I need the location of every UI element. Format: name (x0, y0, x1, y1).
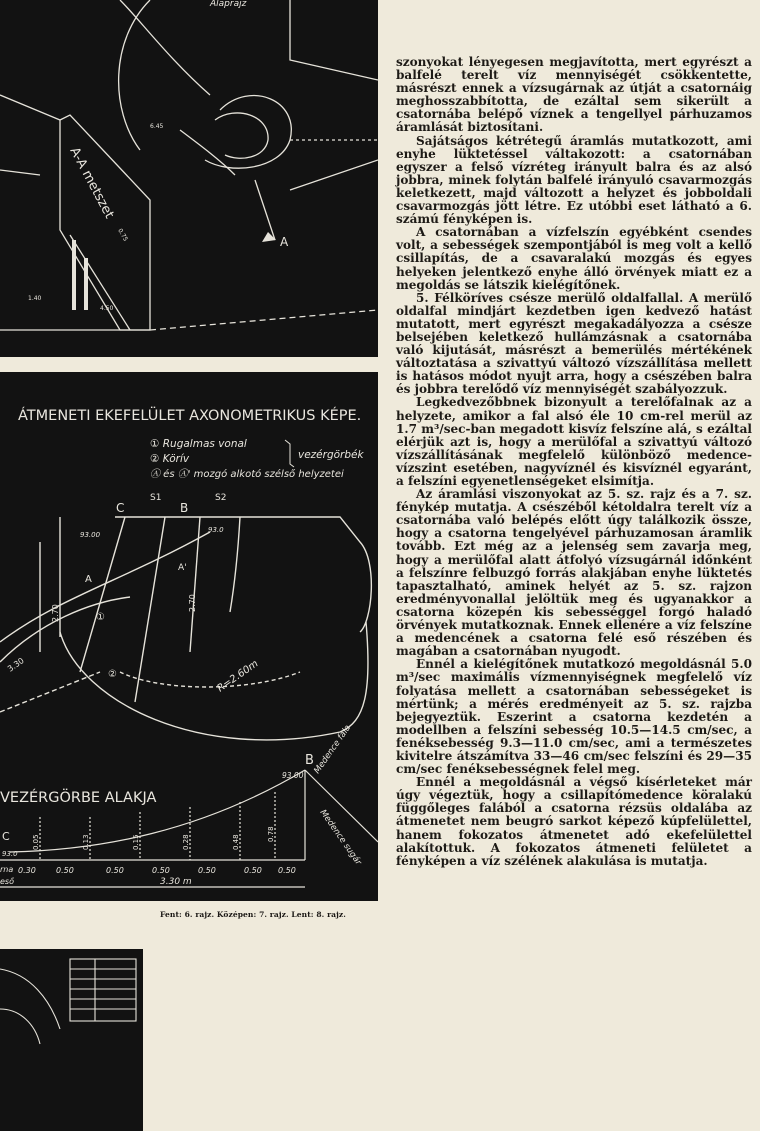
plan-line (290, 0, 378, 80)
figure-8-drawing (0, 949, 143, 1131)
generatrix (80, 517, 125, 672)
point-label: ① (96, 612, 105, 623)
wall-section (84, 258, 88, 310)
legend-table (70, 959, 136, 1021)
ordinate-value: 0.78 (267, 826, 275, 842)
ordinate-value: 0.28 (182, 834, 190, 850)
generatrix (190, 517, 200, 652)
dim-label: 6.45 (150, 123, 164, 130)
paragraph: 5. Félköríves csésze merülő oldalfallal. A merülő oldalfal mindjárt kezdetben igen kedvező hatást mutatott, mert egyrészt megakadályozza a csésze belsejében keletkező hullámzásnak a csatornába való kijutását, másrészt a bemerülés mértékének változtatása a szivattyú változó vízszállítása mellett is hatásos módot nyujt arra, hogy a csészében balra és jobbra terelődő víz mennyiségét szabályozzuk. (396, 290, 752, 397)
lower-point: B (305, 753, 314, 768)
plan-line (180, 130, 235, 175)
lower-left-label: eső (0, 877, 14, 886)
point-label: S2 (215, 493, 227, 503)
figure-title: ÁTMENETI EKEFELÜLET AXONOMETRIKUS KÉPE. (18, 408, 362, 424)
plan-curve (215, 113, 268, 158)
lower-left-label: 93.0 (2, 850, 18, 858)
axonometric-svg (0, 372, 378, 901)
legend-item: ② Körív (150, 453, 190, 465)
legend-item: ① Rugalmas vonal (150, 438, 247, 450)
point-label: C (116, 501, 125, 515)
elevation-label: 93.00 (80, 531, 101, 539)
dim-label: 1.40 (28, 295, 42, 302)
ordinate-value: 0.15 (132, 834, 140, 850)
section-label: A-A metszet (66, 144, 117, 222)
point-label: A (85, 574, 92, 585)
dim-line (150, 310, 378, 330)
paragraph: Az áramlási viszonyokat az 5. sz. rajz és a 7. sz. fénykép mutatja. A csészéből kétoldalra terelt víz a csatornába való belépés előtt úgy találkozik össze, hogy a csatorna tengelyével párhuzamosan áramlik tovább. Ezt még az a jelenség sem zavarja meg, hogy a merülőfal alatt átfolyó vízsugárnál időnként a felszínre felbuzgó forrás alakjában enyhe lüktetés tapasztalható, aminek helyét az 5. sz. rajzon eredményvonallal jelöltük meg és ugyanakkor a csatorna közepén kis sebességgel forgó haladó örvények mutatkoznak. Ennek ellenére a víz felszíne a medencének a csatorna felé eső részében és magában a csatornában nyugodt. (396, 487, 752, 659)
plan-line (290, 160, 378, 190)
header-fragment: Alaprajz (210, 0, 247, 9)
ground-line (0, 672, 100, 712)
dim-label: 0.75 (116, 227, 130, 243)
span-value: 0.50 (106, 866, 124, 875)
elevation-label: 93.0 (208, 526, 224, 534)
section-marker: A (280, 235, 289, 249)
paragraph: A csatornában a vízfelszín egyébként csendes volt, a sebességek szempontjából is meg volt a kellő csillapítás, de a csavaralakú mozgás és egyes helyeken jelentkező enyhe álló örvények miatt ez a megoldás se látszik kielégítőnek. (396, 225, 752, 292)
ordinate-value: 0.48 (232, 834, 240, 850)
paragraph: Ennél a megoldásnál a végső kísérleteket már úgy végeztük, hogy a csillapítómedence köralakú függőleges falából a csatorna rézsüs oldalába az átmenetet nem beugró sarkot képező kúpfelülettel, hanem fokozatos átmenetet adó ekefelülettel alakítottuk. A fokozatos átmeneti felületet a fényképen a víz szélének alakulása is mutatja. (396, 775, 752, 868)
span-value: 0.30 (18, 866, 36, 875)
legend-item: Ⓐ és Ⓐ' mozgó alkotó szélső helyzetei (150, 469, 344, 480)
span-value: 0.50 (198, 866, 216, 875)
legend-brace (285, 440, 294, 467)
dim-label: 2.70 (188, 594, 197, 612)
paragraph: Ennél a kielégítőnek mutatkozó megoldásnál 5.0 m³/sec maximális vízmennyiségnek megfelelő víz folyatása mellett a csatornában sebességeket is mértünk; a mérés eredményeit az 5. sz. rajzba bejegyeztük. Eszerint a csatorna kezdetén a modellben a felszíni sebesség 10.5—14.5 cm/sec, a fenéksebesség 9.3—11.0 cm/sec, ami a természetes kivitelre átszámítva 33—46 cm/sec felszíni és 29—35 cm/sec fenéksebességnek felel meg. (396, 657, 752, 777)
figure-6-plan-drawing (0, 0, 378, 357)
lower-title: VEZÉRGÖRBE ALAKJA (0, 790, 157, 806)
paragraph: Legkedvezőbbnek bizonyult a terelőfalnak az a helyzete, amikor a fal alsó éle 10 cm-rel merül az 1.7 m³/sec-ban megadott kisvíz felszíne alá, s ezáltal elérjük azt is, hogy a merülőfal a szivattyú változó vízszállításának megfelelő különböző medence-vízszint esetében, nagyvíznél és kisvíznél egyaránt, a felszíni egyenetlenségeket elsimítja. (396, 395, 752, 488)
paragraph: Sajátságos kétrétegű áramlás mutatkozott, ami enyhe lüktetéssel váltakozott: a csatornában egyszer a felső vízréteg irányult balra és az alsó jobbra, minek folytán balfelé irányuló csavarmozgás keletkezett, majd változott a helyzet és jobboldali csavarmozgás jött létre. Ez utóbbi eset látható a 6. számú fényképen is. (396, 133, 752, 227)
surface-edge (0, 597, 130, 662)
ordinate-value: 0.13 (82, 834, 90, 850)
guide-curve (10, 770, 305, 852)
radius-label: R=2.60m (215, 658, 261, 695)
plan-drawing-svg (0, 0, 378, 357)
span-value: 0.50 (56, 866, 74, 875)
wall-section (72, 240, 76, 310)
point-label: B (180, 501, 189, 515)
span-value: 0.50 (244, 866, 262, 875)
generatrix (230, 517, 240, 612)
drawing-line (0, 1009, 40, 1044)
point-label: ② (108, 669, 117, 680)
total-span: 3.30 m (160, 877, 192, 887)
legend-table-grid (70, 959, 136, 1021)
dim-label: 2.70 (51, 604, 60, 622)
figure-caption: Fent: 6. rajz. Középen: 7. rajz. Lent: 8. rajz. (160, 910, 346, 919)
lower-note: Medence fala (312, 723, 354, 776)
span-value: 0.50 (278, 866, 296, 875)
drawing-line (0, 969, 60, 1029)
section-line (0, 95, 60, 120)
point-label: S1 (150, 493, 162, 503)
article-text-column (396, 56, 752, 868)
point-label: A' (178, 563, 187, 573)
radius-arc (120, 672, 300, 687)
lower-left-label: C (2, 830, 10, 843)
dim-label: 4.50 (100, 305, 114, 312)
plan-line (119, 0, 150, 150)
section-line (0, 170, 40, 175)
section-line (70, 235, 130, 330)
span-value: 0.50 (152, 866, 170, 875)
dim-label: 3.30 (5, 656, 26, 674)
section-cut (255, 180, 275, 240)
top-edge (115, 517, 371, 632)
lower-elev: 93.00 (282, 771, 304, 780)
plan-line (120, 0, 210, 95)
figure-7-axonometric-drawing (0, 372, 378, 901)
ordinate-value: 0.05 (32, 834, 40, 850)
legend-group: vezérgörbék (298, 449, 364, 461)
lower-note: Medence sugár (317, 807, 364, 868)
generatrix (135, 517, 165, 702)
paragraph: szonyokat lényegesen megjavította, mert egyrészt a balfelé terelt víz mennyiségét csökkentette, másrészt ennek a vízsugárnak az útját a csatornáig meghosszabbította, de ezáltal sem sikerült a csatornába belépő víznek a tengellyel párhuzamos áramlását biztosítani. (396, 55, 752, 135)
basin-arc (60, 622, 368, 740)
bottom-drawing-svg (0, 949, 143, 1131)
lower-left-label: rna (0, 865, 14, 874)
